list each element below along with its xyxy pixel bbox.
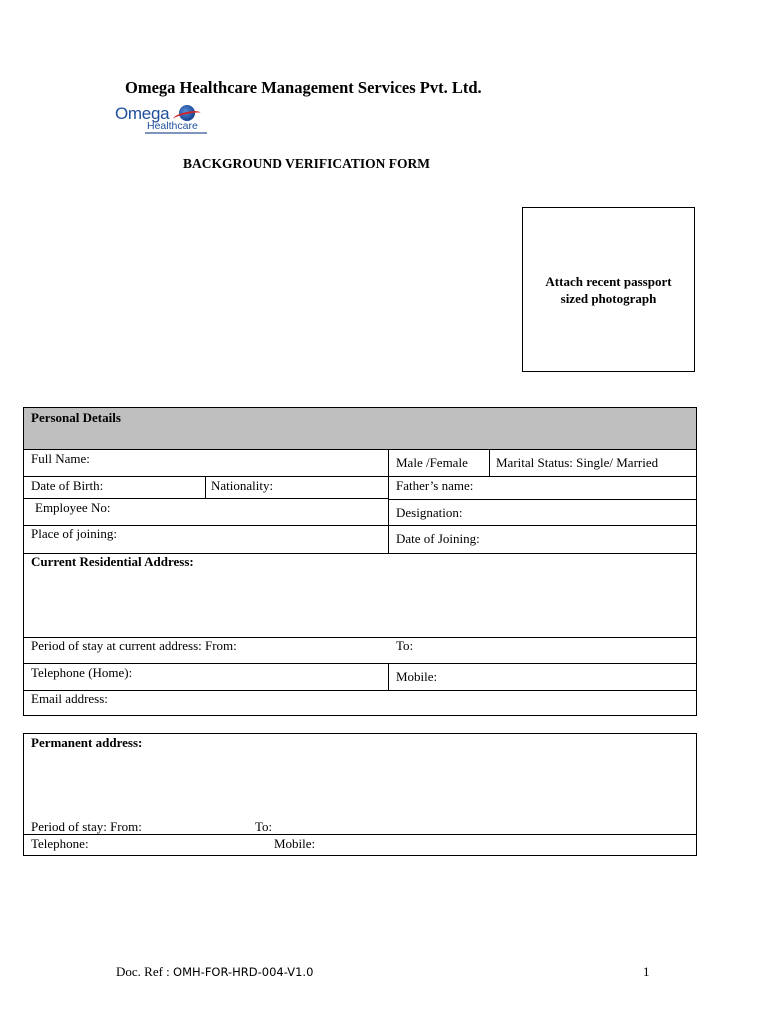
date-of-birth-field[interactable]: Date of Birth: <box>31 478 104 493</box>
personal-details-table <box>23 407 697 716</box>
permanent-period-of-stay-to-field[interactable]: To: <box>255 819 273 834</box>
permanent-telephone-field[interactable]: Telephone: <box>31 836 89 851</box>
doc-ref-code: OMH-FOR-HRD-004-V1.0 <box>173 965 314 979</box>
doc-ref-label: Doc. Ref : <box>116 964 170 979</box>
permanent-mobile-field[interactable]: Mobile: <box>274 836 316 851</box>
logo-subtext: Healthcare <box>147 120 198 132</box>
email-address-field[interactable]: Email address: <box>31 691 108 706</box>
section-heading-personal-details: Personal Details <box>31 410 121 425</box>
period-of-stay-from-field[interactable]: Period of stay at current address: From: <box>31 638 237 653</box>
company-name: Omega Healthcare Management Services Pvt. Ltd. <box>125 78 482 97</box>
full-name-field[interactable]: Full Name: <box>31 451 90 466</box>
fathers-name-field[interactable]: Father’s name: <box>396 478 474 493</box>
marital-status-field[interactable]: Marital Status: Single/ Married <box>496 455 659 470</box>
employee-no-field[interactable]: Employee No: <box>35 500 111 515</box>
nationality-field[interactable]: Nationality: <box>211 478 274 493</box>
designation-field[interactable]: Designation: <box>396 505 463 520</box>
place-of-joining-field[interactable]: Place of joining: <box>31 526 117 541</box>
document-reference <box>116 964 313 980</box>
logo-wordmark: Omega <box>115 104 170 123</box>
period-of-stay-to-field[interactable]: To: <box>396 638 414 653</box>
telephone-home-field[interactable]: Telephone (Home): <box>31 665 133 680</box>
section-header-background <box>24 408 696 449</box>
page-number: 1 <box>643 964 650 979</box>
date-of-joining-field[interactable]: Date of Joining: <box>396 531 480 546</box>
gender-field[interactable]: Male /Female <box>396 455 468 470</box>
current-address-field[interactable]: Current Residential Address: <box>31 554 194 569</box>
photo-instructions: Attach recent passport sized photograph <box>545 273 672 306</box>
permanent-address-table <box>23 733 697 856</box>
mobile-field[interactable]: Mobile: <box>396 669 438 684</box>
permanent-address-field[interactable]: Permanent address: <box>31 735 143 750</box>
company-logo <box>115 104 215 138</box>
logo-tagline-line <box>145 132 207 134</box>
photo-attachment-box[interactable] <box>522 207 695 372</box>
form-title: BACKGROUND VERIFICATION FORM <box>183 156 431 171</box>
permanent-period-of-stay-from-field[interactable]: Period of stay: From: <box>31 819 142 834</box>
